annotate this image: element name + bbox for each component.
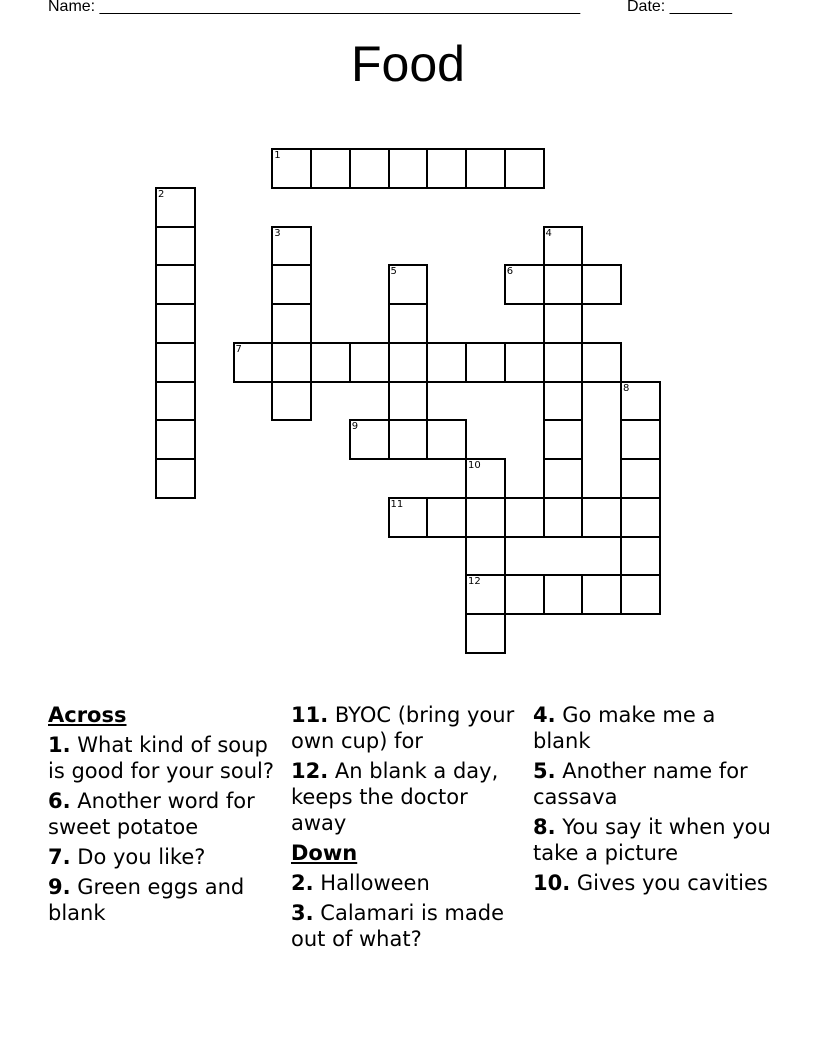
date-field-label: Date: _______ <box>627 0 732 15</box>
grid-cell[interactable] <box>581 574 622 615</box>
grid-cell[interactable] <box>465 497 506 538</box>
clue-text: Halloween <box>320 871 430 895</box>
grid-cell[interactable] <box>388 381 429 422</box>
grid-cell[interactable] <box>271 303 312 344</box>
clue-down-2 <box>291 870 527 896</box>
cell-number: 12 <box>468 576 481 588</box>
clue-number: 10. <box>533 871 571 895</box>
grid-cell[interactable] <box>155 226 196 267</box>
grid-cell[interactable] <box>155 458 196 499</box>
grid-cell[interactable] <box>543 419 584 460</box>
grid-cell[interactable] <box>581 342 622 383</box>
grid-cell[interactable] <box>465 613 506 654</box>
grid-cell[interactable] <box>543 226 584 267</box>
cell-number: 2 <box>158 188 165 200</box>
grid-cell[interactable] <box>465 574 506 615</box>
grid-cell[interactable] <box>426 419 467 460</box>
cell-number: 8 <box>623 382 630 394</box>
grid-cell[interactable] <box>388 303 429 344</box>
clues-column-2 <box>291 702 527 956</box>
clue-number: 9. <box>48 875 71 899</box>
clue-number: 4. <box>533 703 556 727</box>
clue-down-10 <box>533 870 773 896</box>
grid-cell[interactable] <box>271 342 312 383</box>
grid-cell[interactable] <box>620 381 661 422</box>
clue-text: Go make me a blank <box>533 703 716 753</box>
clue-number: 8. <box>533 815 556 839</box>
clue-down-8 <box>533 814 773 866</box>
grid-cell[interactable] <box>155 303 196 344</box>
grid-cell[interactable] <box>271 264 312 305</box>
grid-cell[interactable] <box>620 458 661 499</box>
cell-number: 10 <box>468 460 481 471</box>
clue-text: Do you like? <box>77 845 206 869</box>
grid-cell[interactable] <box>504 342 545 383</box>
clue-number: 7. <box>48 845 71 869</box>
grid-cell[interactable] <box>543 574 584 615</box>
grid-cell[interactable] <box>543 303 584 344</box>
grid-cell[interactable] <box>504 148 545 189</box>
grid-cell[interactable] <box>426 148 467 189</box>
grid-cell[interactable] <box>388 342 429 383</box>
across-heading: Across <box>48 703 127 727</box>
grid-cell[interactable] <box>388 264 429 305</box>
cell-number: 11 <box>390 498 404 510</box>
grid-cell[interactable] <box>233 342 274 383</box>
clues-column-1 <box>48 702 280 930</box>
cell-number: 1 <box>274 150 281 161</box>
name-field-label: Name: ______________________________________________________ <box>48 0 581 15</box>
clue-number: 11. <box>291 703 329 727</box>
clue-number: 1. <box>48 733 71 757</box>
clue-number: 12. <box>291 759 329 783</box>
grid-cell[interactable] <box>155 419 196 460</box>
clue-across-12 <box>291 758 527 836</box>
grid-cell[interactable] <box>581 497 622 538</box>
grid-cell[interactable] <box>388 419 429 460</box>
clue-number: 5. <box>533 759 556 783</box>
grid-cell[interactable] <box>620 574 661 615</box>
page-title: Food <box>351 36 465 92</box>
clue-text: Another word for sweet potatoe <box>48 789 255 839</box>
grid-cell[interactable] <box>349 148 390 189</box>
clue-down-5 <box>533 758 773 810</box>
grid-cell[interactable] <box>426 497 467 538</box>
clue-text: You say it when you take a picture <box>533 815 771 865</box>
grid-cell[interactable] <box>465 342 506 383</box>
clue-across-9 <box>48 874 280 926</box>
grid-cell[interactable] <box>620 536 661 577</box>
cell-number: 5 <box>390 266 397 278</box>
grid-cell[interactable] <box>426 342 467 383</box>
grid-cell[interactable] <box>504 264 545 305</box>
grid-cell[interactable] <box>155 187 196 228</box>
grid-cell[interactable] <box>543 381 584 422</box>
grid-cell[interactable] <box>543 497 584 538</box>
grid-cell[interactable] <box>620 497 661 538</box>
grid-cell[interactable] <box>349 419 390 460</box>
clue-across-6 <box>48 788 280 840</box>
grid-cell[interactable] <box>271 381 312 422</box>
clue-text: What kind of soup is good for your soul? <box>48 733 275 783</box>
cell-number: 6 <box>506 266 514 278</box>
clue-text: Calamari is made out of what? <box>291 901 505 951</box>
cell-number: 3 <box>274 227 281 239</box>
grid-cell[interactable] <box>543 342 584 383</box>
grid-cell[interactable] <box>465 148 506 189</box>
grid-cell[interactable] <box>310 148 351 189</box>
grid-cell[interactable] <box>543 458 584 499</box>
grid-cell[interactable] <box>388 148 429 189</box>
clue-text: An blank a day, keeps the doctor away <box>291 759 499 835</box>
cell-number: 7 <box>235 343 242 355</box>
down-heading: Down <box>291 841 358 865</box>
grid-cell[interactable] <box>271 226 312 267</box>
grid-cell[interactable] <box>155 264 196 305</box>
grid-cell[interactable] <box>155 342 196 383</box>
clues-column-3 <box>533 702 773 900</box>
cell-number: 9 <box>351 421 359 433</box>
cell-number: 4 <box>545 227 552 239</box>
grid-cell[interactable] <box>581 264 622 305</box>
grid-cell[interactable] <box>271 148 312 189</box>
clue-text: Gives you cavities <box>576 871 768 895</box>
clue-number: 6. <box>48 789 71 813</box>
clue-down-3 <box>291 900 527 952</box>
grid-cell[interactable] <box>349 342 390 383</box>
clue-text: Green eggs and blank <box>48 875 245 925</box>
clue-number: 2. <box>291 871 314 895</box>
clue-across-7 <box>48 844 280 870</box>
grid-cell[interactable] <box>310 342 351 383</box>
clue-across-1 <box>48 732 280 784</box>
grid-cell[interactable] <box>504 497 545 538</box>
clue-text: BYOC (bring your own cup) for <box>291 703 515 753</box>
clue-text: Another name for cassava <box>533 759 748 809</box>
grid-cell[interactable] <box>155 381 196 422</box>
clue-down-4 <box>533 702 773 754</box>
grid-cell[interactable] <box>504 574 545 615</box>
grid-cell[interactable] <box>543 264 584 305</box>
grid-cell[interactable] <box>465 536 506 577</box>
clue-across-11 <box>291 702 527 754</box>
clue-number: 3. <box>291 901 314 925</box>
grid-cell[interactable] <box>620 419 661 460</box>
grid-cell[interactable] <box>388 497 429 538</box>
grid-cell[interactable] <box>465 458 506 499</box>
